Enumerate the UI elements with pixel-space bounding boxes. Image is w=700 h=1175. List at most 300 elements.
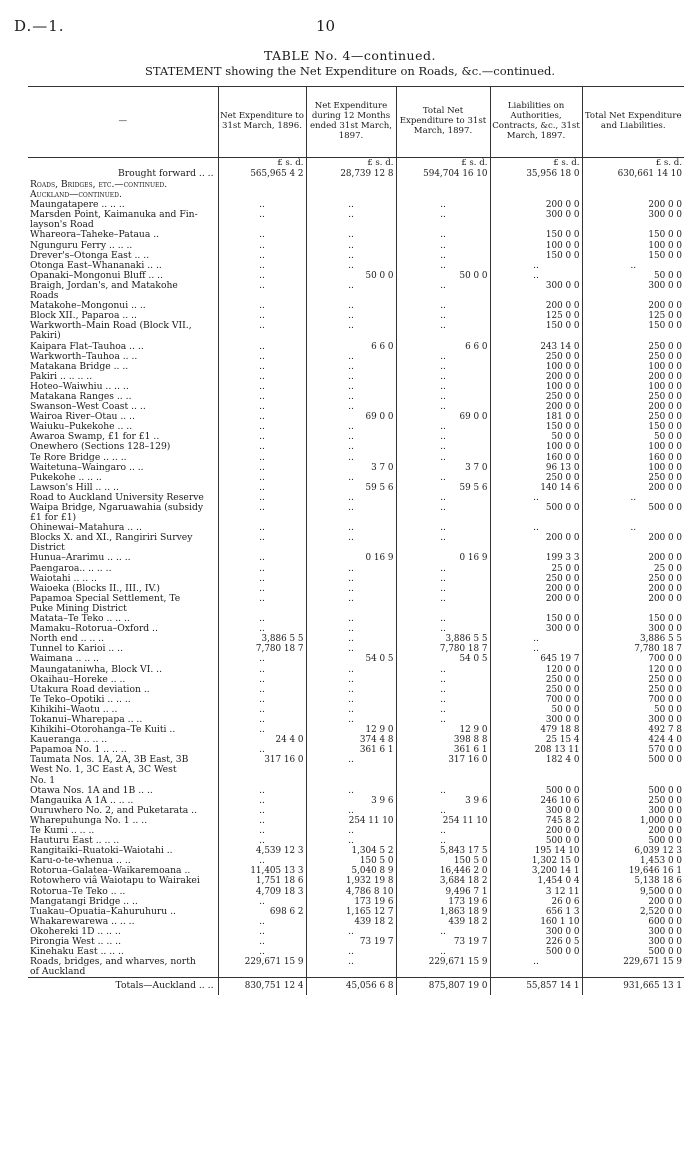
road-name: West No. 1, 3C East A, 3C West [30, 764, 177, 776]
cell-value: .. [396, 624, 490, 634]
cell-value: 100 0 0 [582, 442, 684, 452]
cell-value: 200 0 0 [582, 200, 684, 210]
cell-value: 50 0 0 [490, 432, 582, 442]
cell-value: 250 0 0 [490, 675, 582, 685]
cell-value: 243 14 0 [490, 342, 582, 352]
cell-value: 439 18 2 [306, 917, 396, 927]
cell-value: .. [306, 301, 396, 311]
cell-value: 173 19 6 [396, 897, 490, 907]
cell-value: .. [306, 230, 396, 240]
cell-value: .. [218, 856, 306, 866]
table-row [28, 321, 684, 331]
cell-value: .. [306, 311, 396, 321]
cell-value: 250 0 0 [582, 352, 684, 362]
cell-value: .. [218, 321, 306, 331]
cell-value: .. [396, 695, 490, 705]
road-name: Tuakau–Opuatia–Kahuruhuru .. [30, 905, 176, 917]
table-row [28, 826, 684, 836]
cell-value: .. [306, 665, 396, 675]
cell-value: .. [218, 553, 306, 563]
cell-value: .. [218, 271, 306, 281]
cell-value: .. [396, 523, 490, 533]
road-name: Matakohe–Mongonui .. .. [30, 300, 146, 312]
cell-value: .. [396, 210, 490, 220]
cell-value: .. [218, 503, 306, 513]
cell-value: 500 0 0 [490, 836, 582, 846]
total-value: 875,807 19 0 [396, 978, 490, 996]
cell-value [582, 331, 684, 341]
cell-value: .. [306, 533, 396, 543]
cell-value: .. [306, 947, 396, 957]
cell-value: .. [396, 473, 490, 483]
cell-value: 439 18 2 [396, 917, 490, 927]
cell-value: .. [218, 453, 306, 463]
cell-value: 150 0 0 [582, 614, 684, 624]
cell-value: 745 8 2 [490, 816, 582, 826]
cell-value: .. [218, 311, 306, 321]
cell-value: .. [306, 261, 396, 271]
cell-value: 50 0 0 [582, 432, 684, 442]
road-name: Waitetuna–Waingaro .. .. [30, 461, 144, 473]
cell-value [306, 543, 396, 553]
cell-value: 500 0 0 [582, 836, 684, 846]
table-row [28, 876, 684, 886]
cell-value: 200 0 0 [490, 594, 582, 604]
cell-value: 200 0 0 [490, 584, 582, 594]
table-row [28, 725, 684, 735]
cell-value: .. [218, 251, 306, 261]
table-row [28, 624, 684, 634]
table-row [28, 695, 684, 705]
cell-value: .. [218, 372, 306, 382]
road-name: Kaueranga .. .. .. [30, 734, 108, 746]
road-name: Roads [30, 290, 59, 302]
cell-value: .. [396, 311, 490, 321]
cell-value: .. [306, 644, 396, 654]
road-name: £1 for £1) [30, 512, 77, 524]
cell-value: .. [306, 281, 396, 291]
cell-value: 361 6 1 [306, 745, 396, 755]
cell-value: 96 13 0 [490, 463, 582, 473]
cell-value: 200 0 0 [582, 826, 684, 836]
cell-value [396, 765, 490, 775]
cell-value: 150 5 0 [306, 856, 396, 866]
cell-value: .. [306, 836, 396, 846]
section-label: Auckland—continued. [30, 189, 122, 201]
cell-value: 140 14 6 [490, 483, 582, 493]
cell-value: .. [396, 715, 490, 725]
road-name: Block XII., Paparoa .. .. [30, 310, 137, 322]
road-name: Wharepuhunga No. 1 .. .. [30, 814, 148, 826]
cell-value: 3 9 6 [396, 796, 490, 806]
cell-value: .. [218, 715, 306, 725]
cell-value: 54 0 5 [396, 654, 490, 664]
cell-value: .. [306, 251, 396, 261]
cell-value: .. [396, 442, 490, 452]
cell-value: 254 11 10 [306, 816, 396, 826]
cell-value: .. [582, 523, 684, 533]
column-header-description: — [28, 87, 218, 158]
cell-value: .. [306, 321, 396, 331]
cell-value: .. [218, 392, 306, 402]
cell-value: 4,786 8 10 [306, 887, 396, 897]
cell-value: .. [218, 826, 306, 836]
section-label-row [28, 180, 684, 190]
cell-value: .. [218, 230, 306, 240]
cell-value: 200 0 0 [490, 826, 582, 836]
cell-value: 150 0 0 [490, 251, 582, 261]
cell-value: .. [306, 957, 396, 967]
road-name: Whareora–Taheke–Pataua .. [30, 229, 160, 241]
cell-value: 200 0 0 [582, 301, 684, 311]
table-row [28, 210, 684, 220]
road-name: Drever's–Otonga East .. .. [30, 249, 150, 261]
cell-value: 200 0 0 [490, 402, 582, 412]
cell-value: .. [396, 705, 490, 715]
table-header-row [28, 87, 684, 158]
cell-value: 16,446 2 0 [396, 866, 490, 876]
cell-value: 300 0 0 [490, 624, 582, 634]
cell-value: 150 0 0 [582, 251, 684, 261]
cell-value: .. [218, 200, 306, 210]
currency-label: £ s. d. [306, 158, 396, 170]
road-name: Kihikihi–Otorohanga–Te Kuiti .. [30, 724, 176, 736]
road-name: Matakana Bridge .. .. [30, 360, 129, 372]
cell-value: .. [396, 836, 490, 846]
cell-value: .. [396, 947, 490, 957]
cell-value: 250 0 0 [490, 392, 582, 402]
cell-value: 59 5 6 [396, 483, 490, 493]
currency-label: £ s. d. [490, 158, 582, 170]
table-row [28, 927, 684, 937]
table-row [28, 281, 684, 291]
cell-value: 479 18 8 [490, 725, 582, 735]
cell-value: 150 0 0 [490, 422, 582, 432]
cell-value: .. [396, 453, 490, 463]
cell-value: .. [218, 342, 306, 352]
road-name: District [30, 542, 65, 554]
road-name: Waiuku–Pukekohe .. .. [30, 421, 133, 433]
cell-value: .. [306, 685, 396, 695]
cell-value [582, 967, 684, 978]
cell-value: 250 0 0 [582, 412, 684, 422]
table-row [28, 503, 684, 513]
cell-value: 700 0 0 [582, 695, 684, 705]
road-name: Papamoa No. 1 .. .. .. [30, 744, 127, 756]
section-label: Roads, Bridges, etc.—continued. [30, 179, 168, 190]
cell-value: 424 4 0 [582, 735, 684, 745]
cell-value: 250 0 0 [490, 574, 582, 584]
table-row [28, 816, 684, 826]
cell-value: .. [306, 241, 396, 251]
road-name: Utakura Road deviation .. [30, 683, 150, 695]
cell-value: .. [396, 574, 490, 584]
cell-value: .. [396, 321, 490, 331]
cell-value: 150 0 0 [490, 321, 582, 331]
cell-value: 0 16 9 [396, 553, 490, 563]
cell-value: 250 0 0 [490, 473, 582, 483]
cell-value: 3 12 11 [490, 887, 582, 897]
cell-value: 630,661 14 10 [582, 169, 684, 180]
cell-value: 11,405 13 3 [218, 866, 306, 876]
cell-value: .. [396, 230, 490, 240]
road-name: Taumata Nos. 1A, 2A, 3B East, 3B [30, 754, 189, 766]
cell-value: .. [306, 200, 396, 210]
cell-value: 200 0 0 [582, 897, 684, 907]
cell-value: .. [218, 665, 306, 675]
road-name: Rangitaiki–Ruatoki–Waiotahi .. [30, 845, 173, 857]
cell-value: .. [396, 786, 490, 796]
cell-value: .. [490, 261, 582, 271]
road-name: Puke Mining District [30, 602, 127, 614]
cell-value: .. [582, 261, 684, 271]
cell-value: 300 0 0 [582, 937, 684, 947]
cell-value: .. [218, 564, 306, 574]
road-name: Waiotahi .. .. .. [30, 572, 97, 584]
road-name: of Auckland [30, 966, 86, 978]
cell-value: 12 9 0 [396, 725, 490, 735]
cell-value: 3,684 18 2 [396, 876, 490, 886]
cell-value [218, 765, 306, 775]
cell-value: .. [396, 362, 490, 372]
road-name: Otonga East–Whananaki .. .. [30, 259, 162, 271]
cell-value: .. [306, 453, 396, 463]
cell-value: .. [218, 614, 306, 624]
cell-value: 254 11 10 [396, 816, 490, 826]
road-name: Karu-o-te-whenua .. .. [30, 855, 131, 867]
cell-value: 500 0 0 [582, 786, 684, 796]
cell-value: 250 0 0 [582, 574, 684, 584]
cell-value: .. [396, 503, 490, 513]
road-name: Warkworth–Tauhoa .. .. [30, 350, 138, 362]
road-name: Ouruwhero No. 2, and Puketarata .. [30, 804, 198, 816]
cell-value: 250 0 0 [490, 352, 582, 362]
cell-value: 3,200 14 1 [490, 866, 582, 876]
cell-value: .. [306, 372, 396, 382]
cell-value: .. [218, 442, 306, 452]
cell-value: .. [306, 523, 396, 533]
cell-value: .. [306, 826, 396, 836]
cell-value: 100 0 0 [490, 362, 582, 372]
cell-value: 500 0 0 [582, 947, 684, 957]
cell-value: 69 0 0 [306, 412, 396, 422]
cell-value: 25 0 0 [490, 564, 582, 574]
road-name: Pakiri) [30, 330, 61, 342]
cell-value: 1,751 18 6 [218, 876, 306, 886]
cell-value: .. [396, 200, 490, 210]
cell-value: .. [396, 584, 490, 594]
cell-value: 73 19 7 [306, 937, 396, 947]
total-value: 55,857 14 1 [490, 978, 582, 996]
cell-value: 24 4 0 [218, 735, 306, 745]
cell-value [306, 967, 396, 978]
cell-value: 9,500 0 0 [582, 887, 684, 897]
cell-value: 250 0 0 [582, 675, 684, 685]
cell-value [306, 765, 396, 775]
cell-value: 645 19 7 [490, 654, 582, 664]
road-name: Mangauika A 1A .. .. .. [30, 794, 134, 806]
page-number: 10 [316, 17, 336, 35]
table-row [28, 463, 684, 473]
cell-value: 300 0 0 [490, 806, 582, 816]
road-name: Maungatapere .. .. .. [30, 199, 125, 211]
cell-value: .. [396, 382, 490, 392]
cell-value: .. [218, 463, 306, 473]
cell-value: .. [490, 644, 582, 654]
cell-value: 125 0 0 [490, 311, 582, 321]
cell-value: 492 7 8 [582, 725, 684, 735]
cell-value: 300 0 0 [490, 281, 582, 291]
road-name: Maungataniwha, Block VI. .. [30, 663, 163, 675]
cell-value: .. [218, 816, 306, 826]
cell-value: .. [218, 533, 306, 543]
road-name: Matata–Te Teko .. .. .. [30, 613, 130, 625]
table-row [28, 665, 684, 675]
cell-value: 1,863 18 9 [396, 907, 490, 917]
cell-value: .. [396, 594, 490, 604]
cell-value: .. [306, 352, 396, 362]
cell-value: .. [218, 725, 306, 735]
cell-value: .. [306, 927, 396, 937]
cell-value: 100 0 0 [582, 463, 684, 473]
cell-value: 100 0 0 [582, 241, 684, 251]
cell-value: .. [218, 362, 306, 372]
cell-value: 200 0 0 [582, 533, 684, 543]
cell-value [582, 291, 684, 301]
cell-value: 570 0 0 [582, 745, 684, 755]
road-name: Pukekohe .. .. .. [30, 471, 102, 483]
cell-value: 5,843 17 5 [396, 846, 490, 856]
cell-value: 500 0 0 [490, 947, 582, 957]
cell-value: .. [218, 382, 306, 392]
column-header-total-and-liabilities: Total Net Expenditure and Liabilities. [582, 87, 684, 158]
cell-value: 317 16 0 [396, 755, 490, 765]
cell-value: 229,671 15 9 [396, 957, 490, 967]
road-name: Te Rore Bridge .. .. .. [30, 451, 127, 463]
cell-value: .. [218, 483, 306, 493]
brought-forward-label: Brought forward .. .. [118, 168, 214, 179]
cell-value: 200 0 0 [582, 402, 684, 412]
cell-value [396, 967, 490, 978]
cell-value: 160 0 0 [582, 453, 684, 463]
cell-value: 150 0 0 [490, 230, 582, 240]
cell-value: 250 0 0 [582, 796, 684, 806]
cell-value: 50 0 0 [582, 705, 684, 715]
cell-value: .. [396, 392, 490, 402]
cell-value: 35,956 18 0 [490, 169, 582, 180]
cell-value: 200 0 0 [582, 483, 684, 493]
cell-value: .. [306, 806, 396, 816]
road-name: Waimana .. .. .. [30, 653, 99, 665]
road-name: Road to Auckland University Reserve [30, 491, 204, 503]
cell-value: 656 1 3 [490, 907, 582, 917]
cell-value: 0 16 9 [306, 553, 396, 563]
table-row [28, 967, 684, 978]
cell-value: 300 0 0 [490, 927, 582, 937]
totals-row [28, 978, 684, 996]
cell-value: 565,965 4 2 [218, 169, 306, 180]
cell-value: 200 0 0 [490, 372, 582, 382]
cell-value: 25 0 0 [582, 564, 684, 574]
cell-value: .. [218, 594, 306, 604]
cell-value: 150 5 0 [396, 856, 490, 866]
cell-value: .. [490, 957, 582, 967]
cell-value: .. [306, 584, 396, 594]
cell-value: .. [218, 352, 306, 362]
road-name: Waioeka (Blocks II., III., IV.) [30, 582, 160, 594]
cell-value: .. [306, 624, 396, 634]
road-name: Swanson–West Coast .. .. [30, 401, 146, 413]
cell-value: .. [396, 422, 490, 432]
cell-value: .. [306, 715, 396, 725]
cell-value: .. [218, 917, 306, 927]
cell-value: .. [306, 695, 396, 705]
cell-value: 120 0 0 [582, 665, 684, 675]
cell-value: 181 0 0 [490, 412, 582, 422]
cell-value: .. [218, 796, 306, 806]
cell-value: .. [218, 523, 306, 533]
total-value: 45,056 6 8 [306, 978, 396, 996]
cell-value: 698 6 2 [218, 907, 306, 917]
cell-value: 150 0 0 [490, 614, 582, 624]
cell-value: 3,886 5 5 [582, 634, 684, 644]
cell-value: .. [306, 786, 396, 796]
cell-value: .. [396, 301, 490, 311]
cell-value: 229,671 15 9 [582, 957, 684, 967]
cell-value: 600 0 0 [582, 917, 684, 927]
road-name: Pakiri .. .. .. .. [30, 370, 93, 382]
table-row [28, 473, 684, 483]
cell-value: 3,886 5 5 [396, 634, 490, 644]
cell-value: .. [490, 271, 582, 281]
road-name: Okaihau–Horeke .. .. [30, 673, 126, 685]
cell-value: 5,040 8 9 [306, 866, 396, 876]
cell-value: 100 0 0 [490, 442, 582, 452]
cell-value: .. [396, 564, 490, 574]
cell-value: 500 0 0 [582, 755, 684, 765]
cell-value: .. [218, 584, 306, 594]
cell-value: .. [396, 665, 490, 675]
cell-value: 1,000 0 0 [582, 816, 684, 826]
cell-value: 160 1 10 [490, 917, 582, 927]
cell-value: 7,780 18 7 [582, 644, 684, 654]
road-name: Okohereki 1D .. .. .. [30, 925, 121, 937]
cell-value [490, 604, 582, 614]
road-name: Awaroa Swamp, £1 for £1 .. [30, 431, 160, 443]
cell-value: 200 0 0 [582, 594, 684, 604]
cell-value: .. [218, 937, 306, 947]
cell-value: 182 4 0 [490, 755, 582, 765]
cell-value: .. [218, 210, 306, 220]
cell-value: 1,454 0 4 [490, 876, 582, 886]
cell-value: 500 0 0 [582, 503, 684, 513]
cell-value: 3 7 0 [396, 463, 490, 473]
road-name: Onewhero (Sections 128–129) [30, 441, 171, 453]
cell-value: 300 0 0 [582, 806, 684, 816]
cell-value: 26 0 6 [490, 897, 582, 907]
cell-value: 5,138 18 6 [582, 876, 684, 886]
road-name: Rotowhero viâ Waiotapu to Wairakei [30, 875, 200, 887]
cell-value: .. [306, 442, 396, 452]
cell-value: 1,453 0 0 [582, 856, 684, 866]
cell-value: .. [218, 836, 306, 846]
road-name: Marsden Point, Kaimanuka and Fin- [30, 209, 198, 221]
cell-value: .. [306, 675, 396, 685]
road-name: Te Kumi .. .. .. [30, 825, 95, 836]
cell-value: 300 0 0 [582, 624, 684, 634]
road-name: Matakana Ranges .. .. [30, 390, 132, 402]
road-name: Hunua–Ararimu .. .. .. [30, 552, 131, 564]
